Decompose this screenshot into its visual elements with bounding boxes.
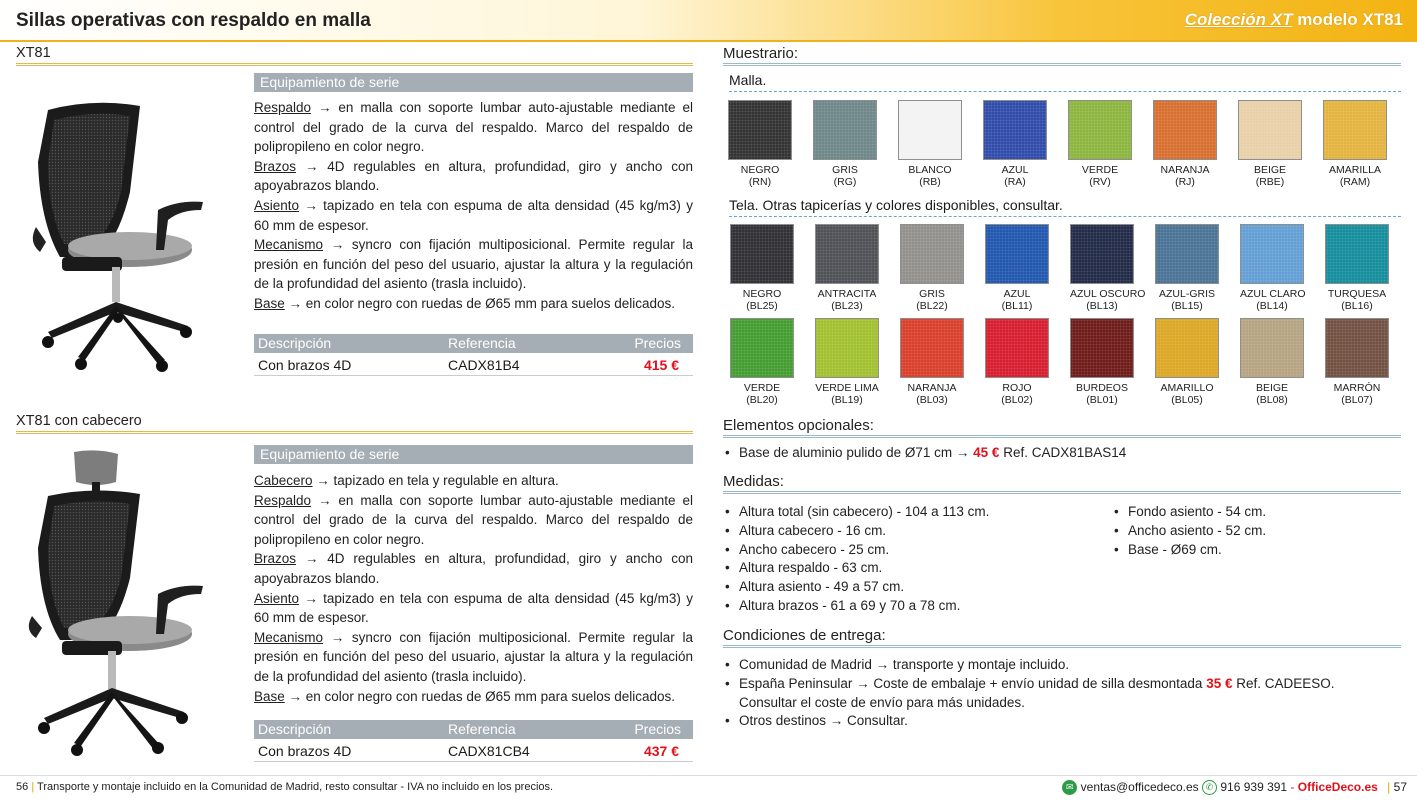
- feature-list: [254, 98, 693, 314]
- swatch-color: [1153, 100, 1217, 160]
- measure-item: Altura respaldo - 63 cm.: [739, 560, 883, 576]
- measure-item: Ancho cabecero - 25 cm.: [739, 541, 890, 557]
- swatch-code: (BL03): [916, 394, 948, 406]
- swatch: [815, 224, 879, 312]
- section-divider: [723, 435, 1401, 438]
- feature-key: Asiento: [254, 197, 300, 213]
- col-description: Descripción: [258, 721, 332, 737]
- table-row: [254, 740, 693, 762]
- swatch-color: [730, 318, 794, 378]
- feature-key: Brazos: [254, 551, 297, 567]
- delivery-note: Consultar el coste de envío para más unidades.: [739, 694, 1025, 710]
- feature-key: Respaldo: [254, 492, 312, 508]
- swatch-name: TURQUESA: [1327, 288, 1387, 300]
- chair-headrest-image: [18, 448, 218, 758]
- measure-item: Ancho asiento - 52 cm.: [1128, 522, 1267, 538]
- feature-text: → tapizado en tela con espuma de alta densidad (45 kg/m3) y 60 mm de espesor.: [254, 197, 693, 233]
- swatch-name: NARANJA: [907, 382, 957, 394]
- feature-text: → tapizado en tela y regulable en altura.: [312, 473, 559, 488]
- delivery-list: • Comunidad de Madrid → transporte y montaje incluido. • España Peninsular → Coste de embalaje + envío unidad de silla desmontada 35 € Ref. CADEESO. Consultar el coste de envío para más unidades. • Otros destinos → Consultar.: [725, 656, 1397, 731]
- swatch-name: NEGRO: [742, 288, 782, 300]
- collection-name: Colección XT: [1184, 10, 1293, 29]
- feature-text: → syncro con fijación multiposicional. Permite regular la presión en función del peso del usuario, ajustar la altura y la regulación de la profundidad del asiento (trasla incluido).: [254, 237, 693, 292]
- page-number-left: 56: [16, 781, 29, 793]
- swatch-code: (BL23): [831, 300, 863, 312]
- swatch-code: (BL01): [1086, 394, 1118, 406]
- swatch-name: NEGRO: [740, 164, 780, 176]
- page-header: [0, 0, 1417, 42]
- feature-key: Mecanismo: [254, 237, 324, 253]
- table-row: [254, 354, 693, 376]
- swatch-color: [985, 224, 1049, 284]
- section-divider: [16, 63, 693, 66]
- product-title: XT81 con cabecero: [16, 413, 142, 429]
- swatch-code: (BL15): [1171, 300, 1203, 312]
- measure-item: Altura asiento - 49 a 57 cm.: [739, 579, 905, 595]
- swatch: [728, 100, 792, 188]
- swatch-color: [983, 100, 1047, 160]
- collection-label: [1185, 10, 1403, 30]
- swatch: [730, 224, 794, 312]
- product-title: XT81: [16, 45, 51, 61]
- swatch-name: NARANJA: [1160, 164, 1210, 176]
- feature-text: → en color negro con ruedas de Ø65 mm para suelos delicados.: [284, 295, 675, 311]
- swatch-name: BEIGE: [1255, 382, 1289, 394]
- swatch: [1070, 224, 1146, 312]
- swatch-code: (RBE): [1255, 176, 1285, 188]
- swatch-code: (RA): [1004, 176, 1026, 188]
- swatch: [900, 318, 964, 406]
- col-price: Precios: [634, 335, 681, 351]
- swatch-name: AMARILLA: [1329, 164, 1381, 176]
- swatch-code: (BL11): [1001, 300, 1033, 312]
- swatch-color: [985, 318, 1049, 378]
- section-divider: [16, 431, 693, 434]
- delivery-item: España Peninsular → Coste de embalaje + envío unidad de silla desmontada: [739, 675, 1203, 691]
- swatch-code: (BL05): [1171, 394, 1203, 406]
- swatch-code: (RG): [833, 176, 857, 188]
- measure-item: Altura cabecero - 16 cm.: [739, 522, 887, 538]
- swatch-color: [1155, 224, 1219, 284]
- delivery-item: Comunidad de Madrid → transporte y montaje incluido.: [739, 657, 1070, 672]
- swatch: [1325, 318, 1389, 406]
- swatch-color: [813, 100, 877, 160]
- swatch-color: [815, 318, 879, 378]
- feature-key: Mecanismo: [254, 629, 324, 645]
- page-title: Sillas operativas con respaldo en malla: [16, 10, 371, 31]
- swatch: [1155, 224, 1219, 312]
- feature-key: Base: [254, 295, 285, 311]
- feature-text: → syncro con fijación multiposicional. Permite regular la presión en función del peso del usuario, ajustar la altura y la regulación de la profundidad del asiento (trasla incluido).: [254, 629, 693, 684]
- swatch-code: (BL14): [1256, 300, 1288, 312]
- swatch: [1153, 100, 1217, 188]
- swatch: [1068, 100, 1132, 188]
- measure-item: Altura total (sin cabecero) - 104 a 113 cm.: [739, 504, 990, 519]
- swatch: [900, 224, 964, 312]
- model-name: modelo XT81: [1297, 10, 1403, 29]
- swatch-name: AZUL: [1003, 288, 1031, 300]
- swatch-code: (RV): [1089, 176, 1111, 188]
- swatch-code: (RN): [748, 176, 772, 188]
- feature-text: → en color negro con ruedas de Ø65 mm para suelos delicados.: [284, 688, 675, 704]
- swatch-name: BURDEOS: [1076, 382, 1128, 394]
- measures-right: • Fondo asiento - 54 cm. • Ancho asiento - 52 cm. • Base - Ø69 cm.: [1114, 504, 1267, 557]
- swatch-color: [730, 224, 794, 284]
- row-description: Con brazos 4D: [258, 743, 352, 759]
- measures-left: • Altura total (sin cabecero) - 104 a 113 cm. • Altura cabecero - 16 cm. • Ancho cabecero - 25 cm. • Altura respaldo - 63 cm. • Altura asiento - 49 a 57 cm. • Altura brazos - 61 a 69 y 70 a 78 cm.: [725, 504, 990, 613]
- swatch-name: VERDE: [743, 382, 781, 394]
- col-reference: Referencia: [448, 335, 516, 351]
- swatch-name: BLANCO: [908, 164, 952, 176]
- feature-key: Respaldo: [254, 100, 312, 115]
- muestrario-title: Muestrario:: [723, 45, 799, 62]
- measure-item: Altura brazos - 61 a 69 y 70 a 78 cm.: [739, 597, 961, 613]
- swatch-color: [898, 100, 962, 160]
- swatch-code: (BL19): [831, 394, 863, 406]
- feature-list: [254, 471, 693, 706]
- swatch-code: (BL22): [916, 300, 948, 312]
- delivery-ref: Ref. CADEESO.: [1236, 675, 1335, 691]
- swatch-name: AZUL: [1001, 164, 1029, 176]
- swatch: [1240, 318, 1304, 406]
- brand-link[interactable]: OfficeDeco.es: [1297, 780, 1378, 794]
- swatch-color: [728, 100, 792, 160]
- feature-text: → en malla con soporte lumbar auto-ajustable mediante el control del grado de la curva del respaldo. Marco del respaldo de polipropileno en color negro.: [254, 492, 693, 547]
- section-divider: [723, 63, 1401, 66]
- swatch-name: AMARILLO: [1160, 382, 1214, 394]
- swatch: [1155, 318, 1219, 406]
- swatch-name: MARRÓN: [1333, 382, 1381, 394]
- chair-image: [18, 92, 218, 387]
- feature-key: Base: [254, 688, 285, 704]
- feature-key: Asiento: [254, 590, 300, 606]
- swatch-code: (RJ): [1175, 176, 1195, 188]
- swatch-name: VERDE LIMA: [815, 382, 879, 394]
- swatch: [813, 100, 877, 188]
- swatch-color: [1325, 224, 1389, 284]
- swatch-name: AZUL-GRIS: [1158, 288, 1215, 300]
- swatch-name: ANTRACITA: [817, 288, 877, 300]
- swatch: [1070, 318, 1134, 406]
- swatch-color: [1240, 318, 1304, 378]
- swatch: [730, 318, 794, 406]
- swatch-color: [1323, 100, 1387, 160]
- swatch: [1238, 100, 1302, 188]
- swatch: [898, 100, 962, 188]
- tela-label: Tela. Otras tapicerías y colores disponibles, consultar.: [729, 197, 1063, 213]
- swatch-code: (BL25): [746, 300, 778, 312]
- optional-ref: Ref. CADX81BAS14: [1003, 445, 1127, 460]
- price-table-header: [254, 720, 693, 739]
- footer-note: 56 | Transporte y montaje incluido en la Comunidad de Madrid, resto consultar - IVA no incluido en los precios.: [16, 781, 554, 793]
- feature-text: → 4D regulables en altura, profundidad, giro y ancho con apoyabrazos blando.: [254, 551, 693, 586]
- entrega-title: Condiciones de entrega:: [723, 627, 886, 644]
- price-table-header: [254, 334, 693, 353]
- swatch-code: (BL16): [1341, 300, 1373, 312]
- swatch-color: [1070, 318, 1134, 378]
- swatch-code: (BL07): [1341, 394, 1373, 406]
- swatch-color: [1070, 224, 1134, 284]
- swatch: [815, 318, 879, 406]
- feature-text: → 4D regulables en altura, profundidad, giro y ancho con apoyabrazos blando.: [254, 158, 693, 194]
- swatch-name: GRIS: [832, 164, 858, 176]
- swatch: [1323, 100, 1387, 188]
- row-price: 437 €: [643, 743, 679, 759]
- footer-text: Transporte y montaje incluido en la Comunidad de Madrid, resto consultar - IVA no incluido en los precios.: [37, 781, 554, 793]
- swatch-color: [1068, 100, 1132, 160]
- swatch-code: (RB): [919, 176, 941, 188]
- swatch-code: (BL02): [1001, 394, 1033, 406]
- equipment-header: Equipamiento de serie: [254, 445, 693, 464]
- row-reference: CADX81CB4: [448, 743, 530, 759]
- swatch-name: AZUL OSCURO: [1070, 288, 1146, 300]
- swatch: [985, 318, 1049, 406]
- feature-key: Brazos: [254, 158, 297, 174]
- feature-text: → tapizado en tela con espuma de alta densidad (45 kg/m3) y 60 mm de espesor.: [254, 590, 693, 626]
- swatch: [1240, 224, 1304, 312]
- swatch-name: VERDE: [1081, 164, 1119, 176]
- row-description: Con brazos 4D: [258, 357, 352, 373]
- page-footer: [0, 775, 1417, 800]
- swatch-name: BEIGE: [1253, 164, 1287, 176]
- swatch: [985, 224, 1049, 312]
- footer-contact: ✉ ventas@officedeco.es ✆ 916 939 391 - OfficeDeco.es | 57: [1062, 780, 1407, 795]
- swatch-code: (BL20): [746, 394, 778, 406]
- row-reference: CADX81B4: [448, 357, 520, 373]
- phone-icon: ✆: [1202, 780, 1217, 795]
- col-price: Precios: [634, 721, 681, 737]
- swatch-color: [1325, 318, 1389, 378]
- measure-item: Fondo asiento - 54 cm.: [1128, 504, 1267, 519]
- swatch-color: [900, 224, 964, 284]
- swatch-code: (BL13): [1086, 300, 1118, 312]
- swatch-color: [900, 318, 964, 378]
- section-divider: [723, 645, 1401, 648]
- optional-item: • Base de aluminio pulido de Ø71 cm → 45 € Ref. CADX81BAS14: [725, 445, 1127, 460]
- swatch: [1325, 224, 1389, 312]
- dashed-divider: [729, 91, 1401, 92]
- optional-text: Base de aluminio pulido de Ø71 cm →: [739, 445, 970, 460]
- section-divider: [723, 491, 1401, 494]
- swatch-color: [1155, 318, 1219, 378]
- col-description: Descripción: [258, 335, 332, 351]
- measure-item: Base - Ø69 cm.: [1128, 541, 1222, 557]
- dashed-divider: [729, 216, 1401, 217]
- malla-label: Malla.: [729, 72, 767, 88]
- col-reference: Referencia: [448, 721, 516, 737]
- swatch-code: (BL08): [1256, 394, 1288, 406]
- feature-text: → en malla con soporte lumbar auto-ajustable mediante el control del grado de la curva del respaldo. Marco del respaldo de polipropileno en color negro.: [254, 100, 693, 155]
- medidas-title: Medidas:: [723, 473, 784, 490]
- swatch-name: AZUL CLARO: [1240, 288, 1306, 300]
- swatch-name: GRIS: [919, 288, 945, 300]
- email-icon: ✉: [1062, 780, 1077, 795]
- delivery-price: 35 €: [1206, 675, 1233, 691]
- email-link[interactable]: ventas@officedeco.es: [1080, 780, 1199, 794]
- swatch: [983, 100, 1047, 188]
- swatch-code: (RAM): [1339, 176, 1371, 188]
- swatch-name: ROJO: [1002, 382, 1032, 394]
- delivery-item: Otros destinos → Consultar.: [739, 713, 908, 729]
- feature-key: Cabecero: [254, 473, 313, 488]
- row-price: 415 €: [643, 357, 679, 373]
- page-number-right: 57: [1393, 780, 1407, 794]
- opcionales-title: Elementos opcionales:: [723, 417, 874, 434]
- swatch-color: [815, 224, 879, 284]
- phone-number[interactable]: 916 939 391: [1220, 780, 1288, 794]
- swatch-color: [1240, 224, 1304, 284]
- optional-price: 45 €: [973, 445, 1000, 460]
- swatch-color: [1238, 100, 1302, 160]
- equipment-header: Equipamiento de serie: [254, 73, 693, 92]
